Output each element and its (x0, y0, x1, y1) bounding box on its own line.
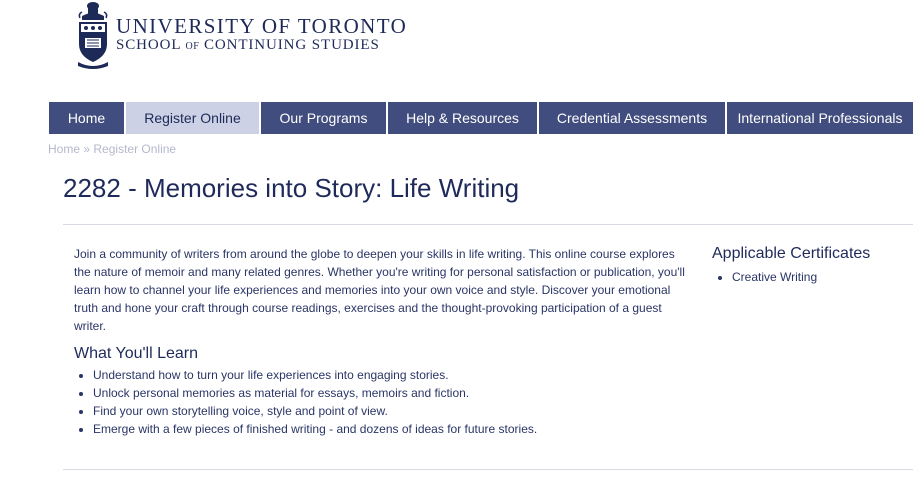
learn-list-item: • Unlock personal memories as material for essays, memoirs and fiction. (93, 384, 537, 402)
logo-subtitle-rest: CONTINUING STUDIES (203, 37, 380, 53)
certificates-list (712, 268, 817, 286)
breadcrumb-home-link[interactable]: Home (48, 142, 81, 156)
certificate-link-creative-writing[interactable]: Creative Writing (732, 270, 818, 284)
nav-item-help-resources[interactable]: Help & Resources (388, 102, 539, 134)
logo-subtitle (116, 36, 407, 56)
nav-item-home[interactable]: Home (49, 102, 126, 134)
logo-text (116, 16, 407, 56)
nav-item-international-professionals[interactable]: International Professionals (727, 102, 913, 134)
page-title: 2282 - Memories into Story: Life Writing (63, 173, 520, 203)
breadcrumb-current-link[interactable]: Register Online (93, 142, 177, 156)
logo-subtitle-of: OF (185, 41, 200, 52)
logo-title: UNIVERSITY OF TORONTO (116, 14, 408, 38)
learn-list (74, 366, 537, 438)
nav-item-our-programs[interactable]: Our Programs (261, 102, 388, 134)
nav-item-credential-assessments[interactable]: Credential Assessments (539, 102, 727, 134)
certificate-item (732, 268, 817, 286)
university-logo[interactable] (76, 0, 407, 70)
breadcrumb-separator: » (83, 142, 91, 156)
main-nav (49, 102, 913, 134)
nav-item-register-online[interactable]: Register Online (126, 102, 261, 134)
learn-list-item: • Find your own storytelling voice, style and point of view. (93, 402, 537, 420)
logo-subtitle-school: SCHOOL (116, 37, 181, 53)
learn-list-item: • Emerge with a few pieces of finished writing - and dozens of ideas for future stories. (93, 420, 537, 438)
certificates-heading: Applicable Certificates (712, 245, 871, 262)
university-crest-icon (76, 0, 110, 70)
content-divider (63, 469, 913, 470)
course-description: Join a community of writers from around the globe to deepen your skills in life writing. This online course explores the nature of memoir and many related genres. Whether you're writing for personal satisfaction or publication, you'll learn how to channel your life experiences and memories into your own voice and style. Discover your emotional truth and hone your craft through course readings, exercises and the thought-provoking participation of a guest writer. (74, 247, 685, 333)
learn-heading: What You'll Learn (74, 345, 199, 362)
breadcrumb (48, 142, 176, 156)
learn-list-item: • Understand how to turn your life experiences into engaging stories. (93, 366, 537, 384)
title-divider (63, 224, 913, 225)
